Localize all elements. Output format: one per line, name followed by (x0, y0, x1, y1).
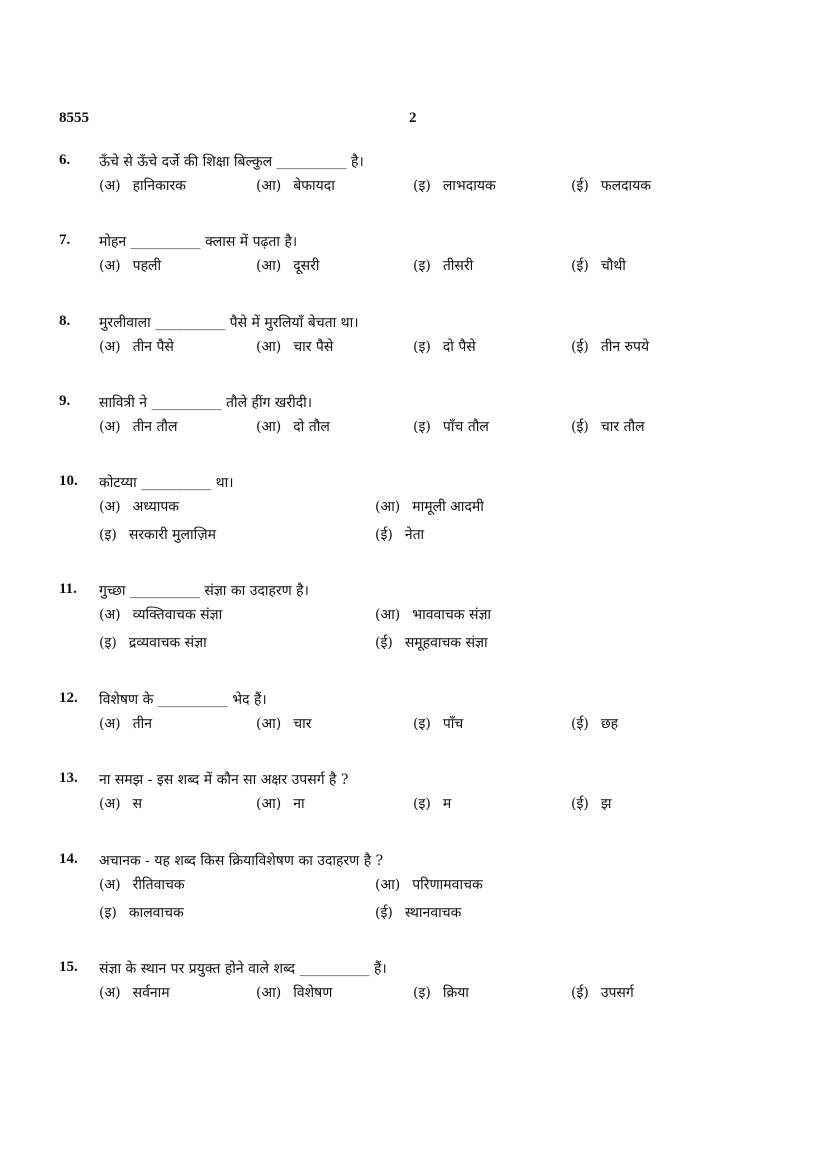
question-14 (59, 851, 779, 931)
option-a: (अ) हानिकारक (99, 178, 186, 194)
option-a: (अ) स (99, 796, 143, 812)
option-aa: (आ) मामूली आदमी (375, 499, 484, 515)
option-i: (इ) दो पैसे (413, 339, 476, 355)
option-a: (अ) तीन (99, 716, 153, 732)
question-number: 6. (59, 152, 71, 168)
question-text: ना समझ - इस शब्द में कौन सा अक्षर उपसर्ग है ? (99, 772, 349, 788)
option-a: (अ) रीतिवाचक (99, 877, 185, 893)
question-number: 7. (59, 232, 71, 248)
question-text: कोटय्या __________ था। (99, 475, 234, 491)
option-i: (इ) पाँच तौल (413, 419, 489, 435)
question-15 (59, 959, 779, 1011)
question-13 (59, 770, 779, 822)
question-text: विशेषण के __________ भेद हैं। (99, 692, 267, 708)
option-aa: (आ) दो तौल (256, 419, 330, 435)
question-text: अचानक - यह शब्द किस क्रियाविशेषण का उदाहरण है ? (99, 853, 384, 869)
option-ii: (ई) तीन रुपये (571, 339, 650, 355)
option-i: (इ) क्रिया (413, 985, 469, 1001)
question-8 (59, 313, 779, 365)
question-text: सावित्री ने __________ तौले हींग खरीदी। (99, 395, 313, 411)
option-aa: (आ) बेफायदा (256, 178, 335, 194)
question-number: 9. (59, 393, 71, 409)
option-aa: (आ) दूसरी (256, 258, 320, 274)
option-aa: (आ) ना (256, 796, 305, 812)
question-6 (59, 152, 779, 204)
question-number: 14. (59, 851, 78, 867)
option-aa: (आ) चार पैसे (256, 339, 334, 355)
option-ii: (ई) झ (571, 796, 612, 812)
question-number: 12. (59, 690, 78, 706)
question-10 (59, 473, 779, 553)
option-ii: (ई) चार तौल (571, 419, 645, 435)
option-ii: (ई) नेता (375, 527, 425, 543)
option-a: (अ) तीन तौल (99, 419, 178, 435)
question-9 (59, 393, 779, 445)
question-number: 13. (59, 770, 78, 786)
question-text: मोहन __________ क्लास में पढ़ता है। (99, 234, 298, 250)
option-ii: (ई) उपसर्ग (571, 985, 634, 1001)
option-i: (इ) सरकारी मुलाज़िम (99, 527, 217, 543)
option-a: (अ) पहली (99, 258, 162, 274)
question-text: संज्ञा के स्थान पर प्रयुक्त होने वाले शब्द __________ हैं। (99, 961, 387, 977)
question-number: 11. (59, 581, 77, 597)
option-aa: (आ) चार (256, 716, 312, 732)
option-i: (इ) तीसरी (413, 258, 474, 274)
option-a: (अ) तीन पैसे (99, 339, 174, 355)
option-i: (इ) पाँच (413, 716, 464, 732)
option-i: (इ) म (413, 796, 452, 812)
option-i: (इ) लाभदायक (413, 178, 496, 194)
option-a: (अ) व्यक्तिवाचक संज्ञा (99, 607, 223, 623)
question-7 (59, 232, 779, 284)
page-number: 2 (409, 110, 417, 126)
question-12 (59, 690, 779, 742)
option-i: (इ) कालवाचक (99, 905, 184, 921)
option-i: (इ) द्रव्यवाचक संज्ञा (99, 635, 207, 651)
question-text: गुच्छा __________ संज्ञा का उदाहरण है। (99, 583, 309, 599)
option-ii: (ई) चौथी (571, 258, 626, 274)
option-ii: (ई) फलदायक (571, 178, 652, 194)
option-ii: (ई) समूहवाचक संज्ञा (375, 635, 488, 651)
option-aa: (आ) भाववाचक संज्ञा (375, 607, 492, 623)
question-text: मुरलीवाला __________ पैसे में मुरलियाँ बेचता था। (99, 315, 359, 331)
paper-code: 8555 (59, 110, 89, 126)
option-ii: (ई) स्थानवाचक (375, 905, 462, 921)
question-number: 15. (59, 959, 78, 975)
question-11 (59, 581, 779, 661)
option-aa: (आ) विशेषण (256, 985, 333, 1001)
option-ii: (ई) छह (571, 716, 619, 732)
option-a: (अ) सर्वनाम (99, 985, 170, 1001)
question-number: 8. (59, 313, 71, 329)
question-number: 10. (59, 473, 78, 489)
option-a: (अ) अध्यापक (99, 499, 180, 515)
option-aa: (आ) परिणामवाचक (375, 877, 483, 893)
question-text: ऊँचे से ऊँचे दर्जे की शिक्षा बिल्कुल __________ है। (99, 154, 364, 170)
